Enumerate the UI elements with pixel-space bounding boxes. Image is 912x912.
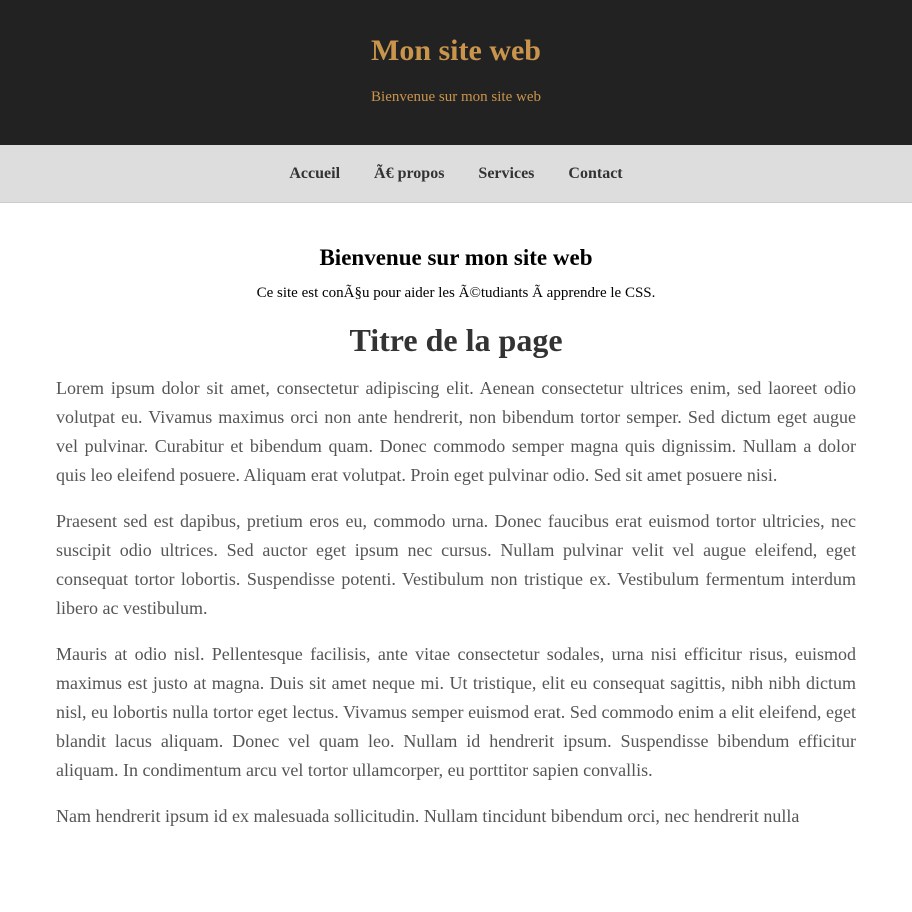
page-title: Titre de la page bbox=[349, 322, 563, 358]
paragraph: Nam hendrerit ipsum id ex malesuada sollicitudin. Nullam tincidunt bibendum orci, nec hendrerit nulla bbox=[56, 806, 800, 826]
site-subtitle: Bienvenue sur mon site web bbox=[371, 89, 541, 105]
intro-text: Ce site est conÃ§u pour aider les Ã©tudiants Ã apprendre le CSS. bbox=[256, 285, 656, 301]
intro-section bbox=[0, 243, 912, 302]
paragraph: Praesent sed est dapibus, pretium eros eu, commodo urna. Donec faucibus erat euismod tortor ultricies, nec suscipit odio ultrices. Sed auctor eget ipsum nec cursus. Nullam pulvinar velit vel augue eleifend, eget consequat tortor lobortis. Suspendisse potenti. Vestibulum non tristique ex. Vestibulum fermentum interdum libero ac vestibulum. bbox=[56, 511, 856, 618]
main-nav bbox=[0, 145, 912, 203]
intro-heading: Bienvenue sur mon site web bbox=[319, 245, 593, 270]
paragraph: Lorem ipsum dolor sit amet, consectetur adipiscing elit. Aenean consectetur ultrices enim, sed laoreet odio volutpat eu. Vivamus maximus orci non ante hendrerit, non bibendum tortor semper. Sed dictum eget augue vel pulvinar. Curabitur et bibendum quam. Donec commodo semper magna quis dignissim. Nullam a dolor quis leo eleifend posuere. Aliquam erat volutpat. Proin eget pulvinar odio. Sed sit amet posuere nisi. bbox=[56, 378, 856, 485]
nav-accueil[interactable]: Accueil bbox=[289, 164, 341, 182]
nav-services[interactable]: Services bbox=[478, 164, 535, 182]
nav-a-propos[interactable]: Ã€ propos bbox=[374, 164, 445, 182]
site-header bbox=[0, 0, 912, 145]
paragraph: Mauris at odio nisl. Pellentesque facilisis, ante vitae consectetur sodales, urna nisi efficitur risus, euismod maximus est justo at magna. Duis sit amet neque mi. Ut tristique, elit eu consequat sagittis, nibh nibh dictum nisl, eu lobortis nulla tortor eget lectus. Vivamus semper euismod erat. Sed commodo enim a elit eleifend, eget blandit lacus aliquam. Donec vel quam leo. Nullam id hendrerit ipsum. Suspendisse bibendum efficitur aliquam. In condimentum arcu vel tortor ullamcorper, eu porttitor sapien convallis. bbox=[56, 644, 856, 780]
nav-contact[interactable]: Contact bbox=[568, 164, 623, 182]
site-title: Mon site web bbox=[371, 34, 541, 67]
main-content bbox=[56, 320, 856, 831]
